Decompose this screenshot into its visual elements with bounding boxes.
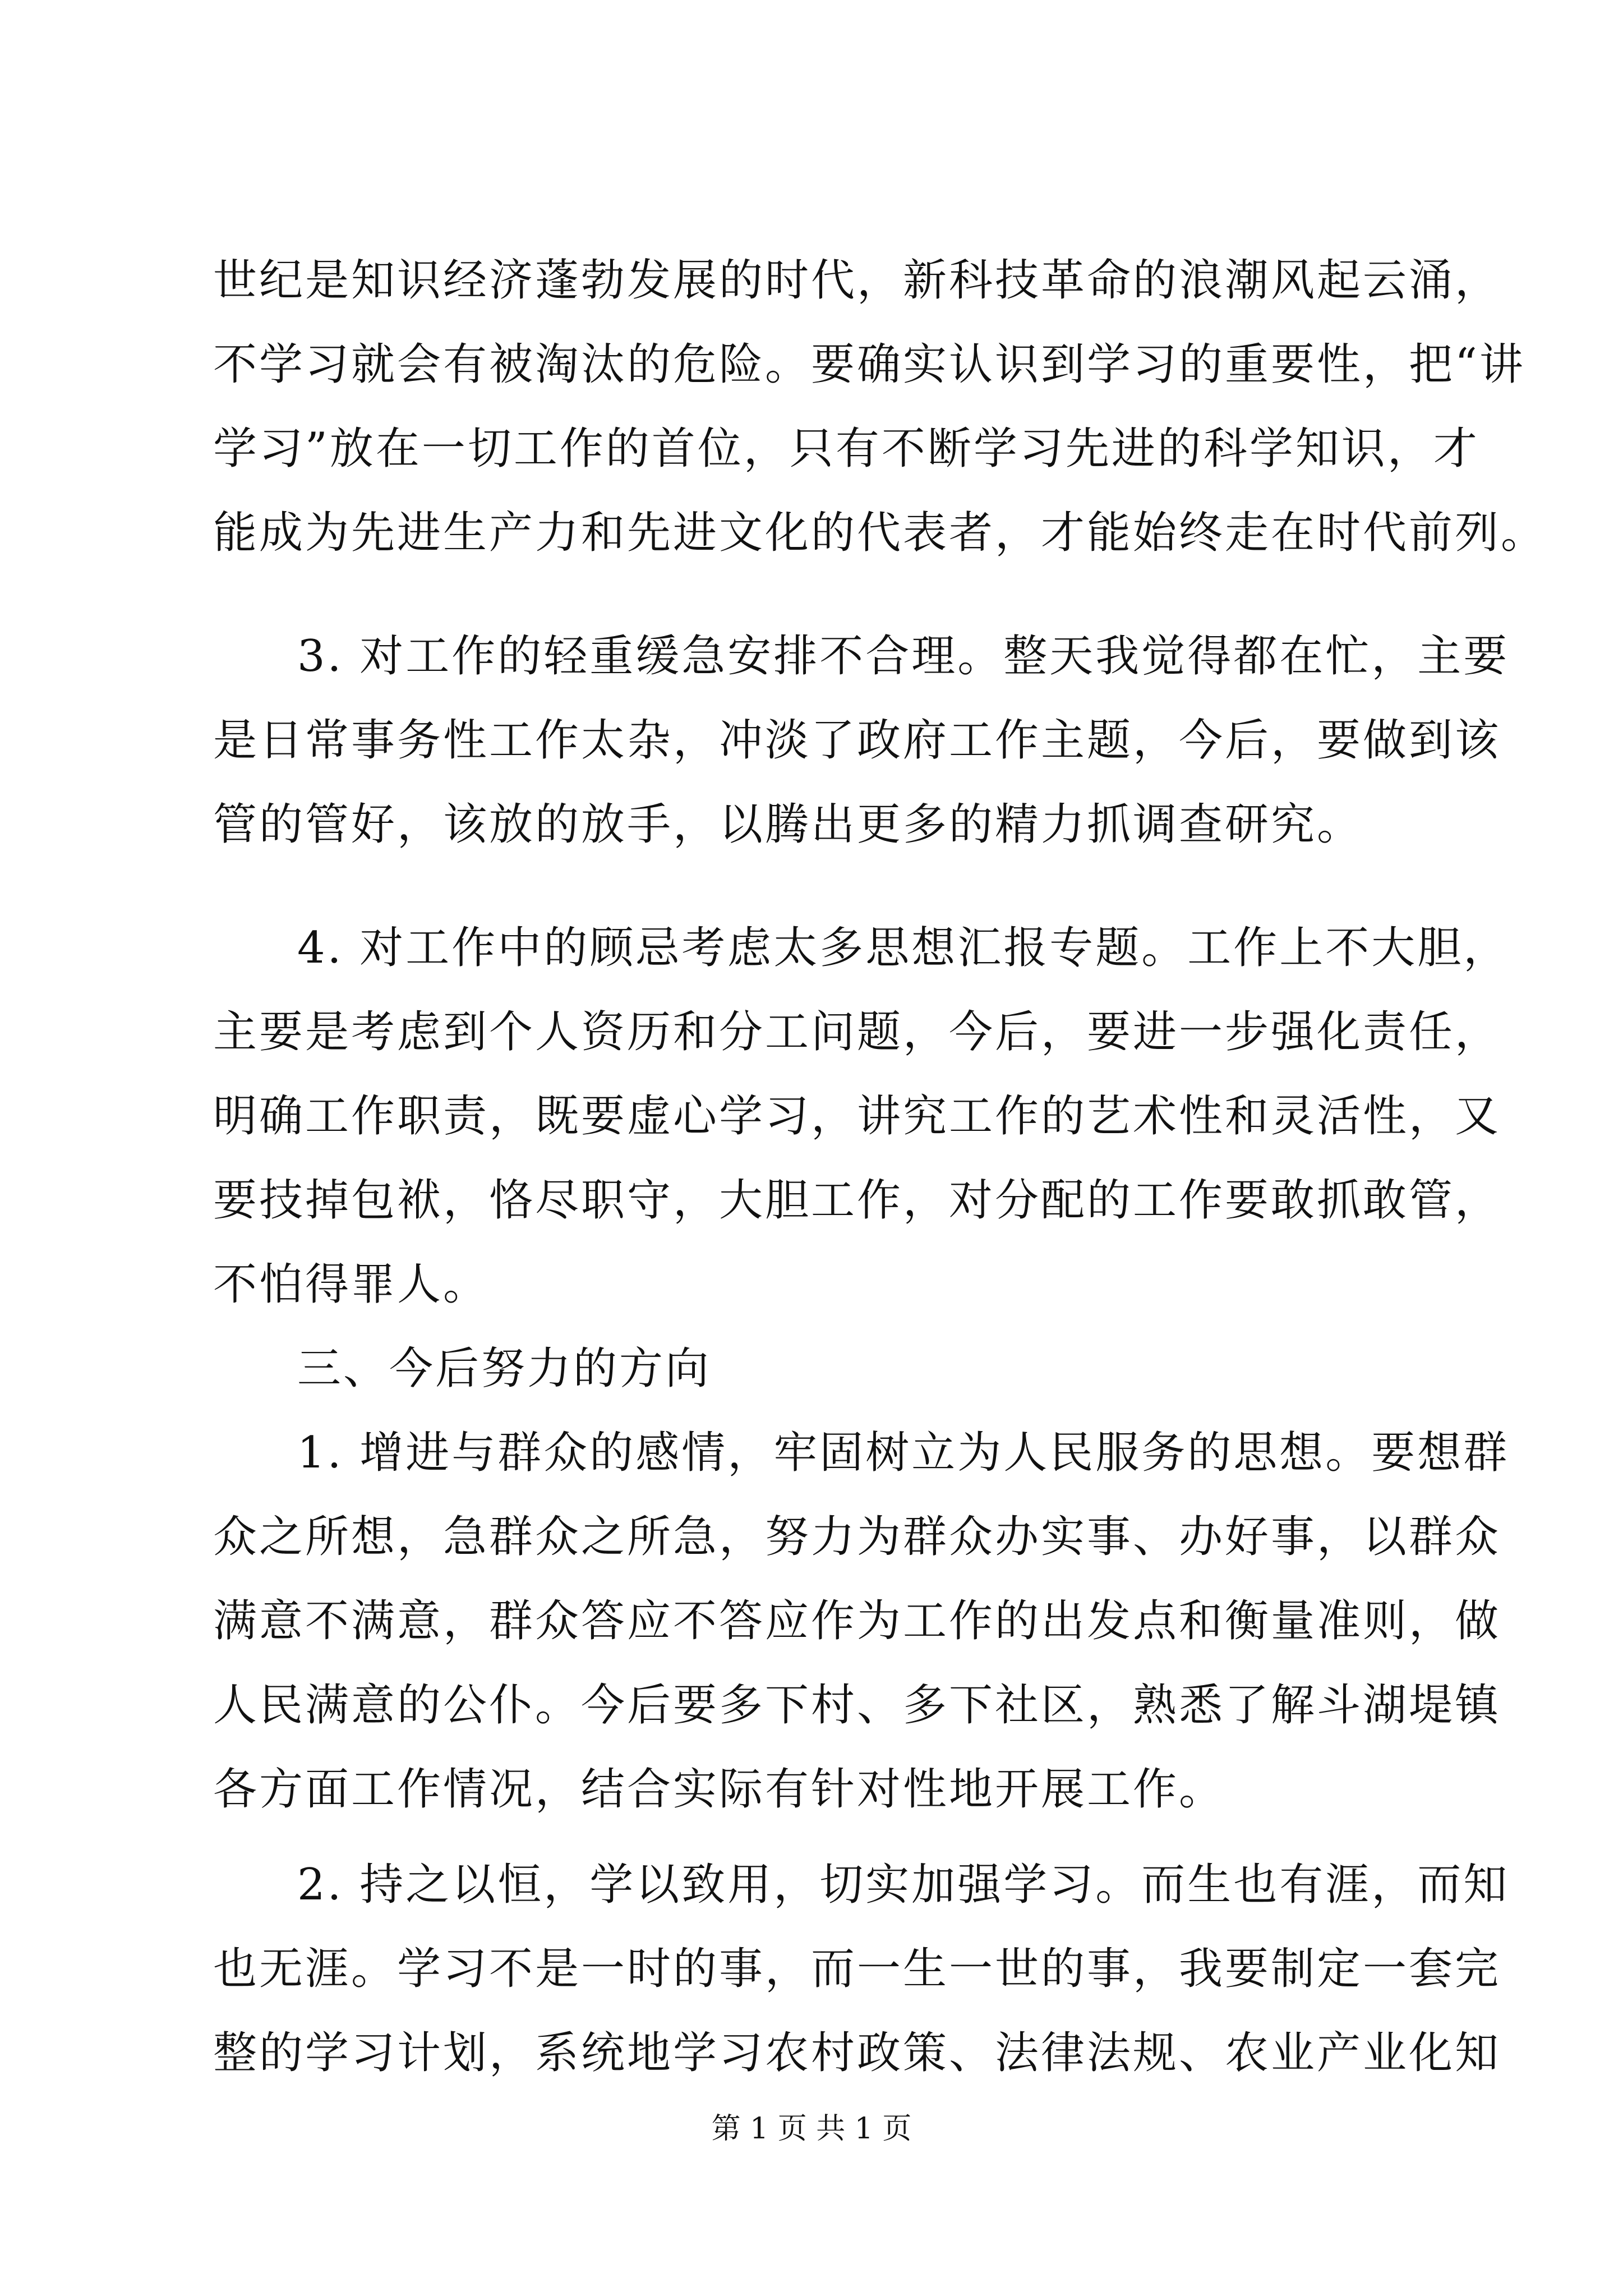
text-line: 要技掉包袱，恪尽职守，大胆工作，对分配的工作要敢抓敢管， — [213, 1175, 1501, 1226]
section-heading: 三、今后努力的方向 — [297, 1343, 712, 1394]
text-line: 不怕得罪人。 — [213, 1259, 490, 1310]
text-line: 世纪是知识经济蓬勃发展的时代，新科技革命的浪潮风起云涌， — [213, 255, 1501, 306]
text-line: 人民满意的公仆。今后要多下村、多下社区，熟悉了解斗湖堤镇 — [213, 1680, 1501, 1731]
text-line: 整的学习计划，系统地学习农村政策、法律法规、农业产业化知 — [213, 2028, 1501, 2078]
text-line: 管的管好，该放的放手，以腾出更多的精力抓调查研究。 — [213, 799, 1363, 850]
text-line: 3. 对工作的轻重缓急安排不合理。整天我觉得都在忙，主要 — [297, 631, 1510, 682]
text-line: 各方面工作情况，结合实际有针对性地开展工作。 — [213, 1764, 1225, 1815]
text-line: 能成为先进生产力和先进文化的代表者，才能始终走在时代前列。 — [213, 508, 1547, 558]
text-line: 不学习就会有被淘汰的危险。要确实认识到学习的重要性，把“讲 — [213, 339, 1525, 390]
text-line: 也无涯。学习不是一时的事，而一生一世的事，我要制定一套完 — [213, 1944, 1501, 1994]
text-line: 学习”放在一切工作的首位，只有不断学习先进的科学知识，才 — [213, 424, 1479, 474]
text-line: 明确工作职责，既要虚心学习，讲究工作的艺术性和灵活性，又 — [213, 1091, 1501, 1142]
text-line: 1. 增进与群众的感情，牢固树立为人民服务的思想。要想群 — [297, 1428, 1510, 1478]
text-line: 主要是考虑到个人资历和分工问题，今后，要进一步强化责任， — [213, 1007, 1501, 1057]
text-line: 是日常事务性工作太杂，冲淡了政府工作主题，今后，要做到该 — [213, 715, 1501, 766]
text-line: 4. 对工作中的顾忌考虑太多思想汇报专题。工作上不大胆， — [297, 923, 1510, 973]
text-line: 2. 持之以恒，学以致用，切实加强学习。而生也有涯，而知 — [297, 1860, 1510, 1910]
text-line: 满意不满意，群众答应不答应作为工作的出发点和衡量准则，做 — [213, 1596, 1501, 1646]
page-number-footer: 第 1 页 共 1 页 — [711, 2112, 912, 2146]
text-line: 众之所想，急群众之所急，努力为群众办实事、办好事，以群众 — [213, 1512, 1501, 1562]
